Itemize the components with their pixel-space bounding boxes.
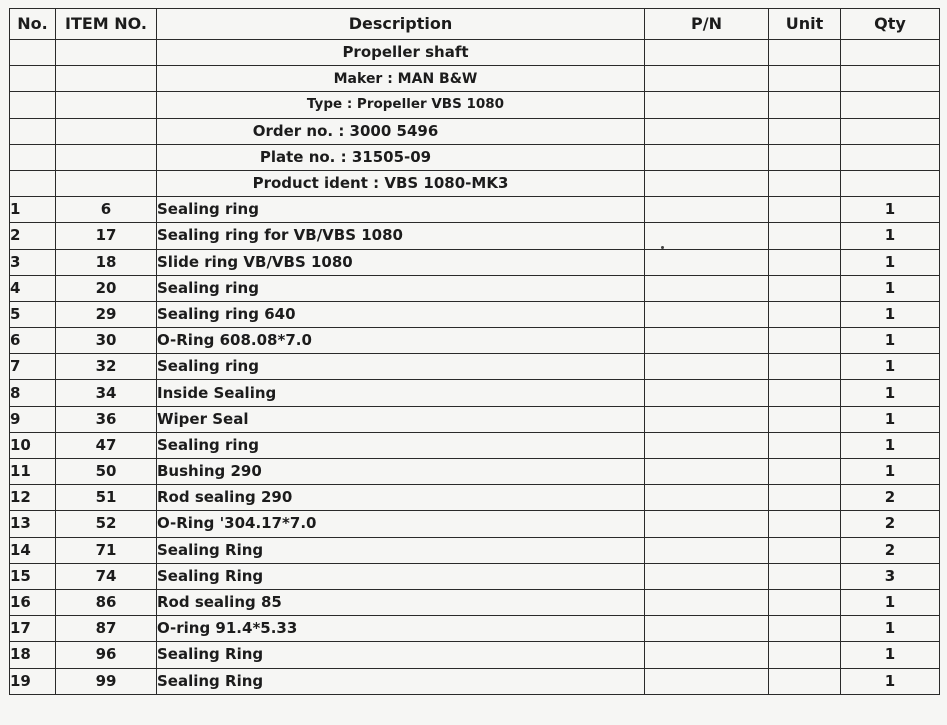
cell-description: O-ring 91.4*5.33: [157, 616, 645, 642]
table-row: [10, 197, 940, 223]
cell-unit-empty: [769, 66, 841, 92]
cell-pn: [645, 432, 769, 458]
cell-description: O-Ring '304.17*7.0: [157, 511, 645, 537]
table-row: [10, 485, 940, 511]
cell-description: Sealing ring: [157, 354, 645, 380]
cell-item-no: 36: [56, 406, 157, 432]
header-description: Description: [157, 9, 645, 40]
cell-pn: [645, 459, 769, 485]
cell-unit: [769, 485, 841, 511]
cell-pn: [645, 589, 769, 615]
cell-qty-empty: [841, 66, 940, 92]
cell-item-empty: [56, 170, 157, 196]
table-row: [10, 589, 940, 615]
info-row: [10, 66, 940, 92]
cell-no: 5: [10, 301, 56, 327]
cell-qty-empty: [841, 92, 940, 118]
cell-unit: [769, 616, 841, 642]
cell-item-no: 47: [56, 432, 157, 458]
cell-qty: 3: [841, 563, 940, 589]
cell-no: 14: [10, 537, 56, 563]
cell-pn: [645, 642, 769, 668]
cell-pn: [645, 354, 769, 380]
cell-unit: [769, 301, 841, 327]
cell-no-empty: [10, 170, 56, 196]
cell-description: Wiper Seal: [157, 406, 645, 432]
cell-pn: [645, 249, 769, 275]
cell-description: Sealing ring: [157, 432, 645, 458]
cell-qty-empty: [841, 40, 940, 66]
cell-item-no: 30: [56, 328, 157, 354]
cell-no: 1: [10, 197, 56, 223]
cell-pn: [645, 275, 769, 301]
cell-unit: [769, 563, 841, 589]
cell-no: 10: [10, 432, 56, 458]
cell-item-no: 71: [56, 537, 157, 563]
cell-description: Rod sealing 290: [157, 485, 645, 511]
cell-item-no: 20: [56, 275, 157, 301]
cell-item-no: 6: [56, 197, 157, 223]
cell-unit: [769, 380, 841, 406]
cell-description: Sealing Ring: [157, 642, 645, 668]
cell-description: Inside Sealing: [157, 380, 645, 406]
cell-unit: [769, 354, 841, 380]
cell-qty: 1: [841, 380, 940, 406]
cell-item-no: 18: [56, 249, 157, 275]
cell-qty: 1: [841, 197, 940, 223]
cell-qty: 1: [841, 328, 940, 354]
info-line: Product ident : VBS 1080-MK3: [157, 170, 645, 196]
header-item-no: ITEM NO.: [56, 9, 157, 40]
table-row: [10, 223, 940, 249]
cell-unit: [769, 511, 841, 537]
cell-qty: 2: [841, 537, 940, 563]
cell-item-no: 34: [56, 380, 157, 406]
table-row: [10, 301, 940, 327]
cell-pn: [645, 485, 769, 511]
header-no: No.: [10, 9, 56, 40]
table-body: [10, 40, 940, 695]
cell-qty: 1: [841, 642, 940, 668]
parts-table: [9, 8, 940, 695]
info-row: [10, 40, 940, 66]
cell-no: 18: [10, 642, 56, 668]
cell-pn: [645, 380, 769, 406]
cell-item-no: 32: [56, 354, 157, 380]
cell-qty-empty: [841, 118, 940, 144]
header-qty: Qty: [841, 9, 940, 40]
cell-description: Sealing ring 640: [157, 301, 645, 327]
table-row: [10, 511, 940, 537]
cell-no: 7: [10, 354, 56, 380]
cell-no: 8: [10, 380, 56, 406]
cell-unit: [769, 223, 841, 249]
cell-unit: [769, 668, 841, 694]
cell-item-no: 86: [56, 589, 157, 615]
table-row: [10, 563, 940, 589]
cell-description: Sealing Ring: [157, 537, 645, 563]
cell-unit: [769, 328, 841, 354]
cell-no: 2: [10, 223, 56, 249]
cell-unit-empty: [769, 170, 841, 196]
cell-item-no: 99: [56, 668, 157, 694]
header-unit: Unit: [769, 9, 841, 40]
cell-unit: [769, 275, 841, 301]
cell-description: Bushing 290: [157, 459, 645, 485]
table-row: [10, 380, 940, 406]
cell-qty: 1: [841, 249, 940, 275]
table-row: [10, 328, 940, 354]
cell-item-empty: [56, 40, 157, 66]
cell-unit: [769, 432, 841, 458]
cell-qty: 1: [841, 275, 940, 301]
cell-item-empty: [56, 118, 157, 144]
cell-no-empty: [10, 92, 56, 118]
cell-no: 13: [10, 511, 56, 537]
info-line: Type : Propeller VBS 1080: [157, 92, 645, 118]
cell-item-no: 29: [56, 301, 157, 327]
cell-pn: [645, 511, 769, 537]
table-row: [10, 642, 940, 668]
cell-qty: 1: [841, 459, 940, 485]
cell-pn: [645, 616, 769, 642]
cell-no: 4: [10, 275, 56, 301]
info-line: Maker : MAN B&W: [157, 66, 645, 92]
cell-pn: [645, 328, 769, 354]
cell-description: Sealing Ring: [157, 563, 645, 589]
cell-unit: [769, 589, 841, 615]
cell-pn: [645, 301, 769, 327]
cell-pn-empty: [645, 170, 769, 196]
cell-item-no: 52: [56, 511, 157, 537]
info-row: [10, 144, 940, 170]
table-header-row: [10, 9, 940, 40]
cell-no: 9: [10, 406, 56, 432]
scan-speck: [661, 246, 664, 249]
cell-no: 16: [10, 589, 56, 615]
cell-unit-empty: [769, 92, 841, 118]
cell-unit: [769, 249, 841, 275]
cell-item-no: 96: [56, 642, 157, 668]
cell-no: 19: [10, 668, 56, 694]
cell-qty: 1: [841, 223, 940, 249]
cell-unit: [769, 642, 841, 668]
cell-item-no: 17: [56, 223, 157, 249]
cell-pn: [645, 197, 769, 223]
cell-description: O-Ring 608.08*7.0: [157, 328, 645, 354]
cell-no: 12: [10, 485, 56, 511]
cell-pn: [645, 537, 769, 563]
cell-no-empty: [10, 144, 56, 170]
cell-qty: 1: [841, 406, 940, 432]
cell-item-empty: [56, 144, 157, 170]
cell-qty: 1: [841, 589, 940, 615]
cell-description: Sealing Ring: [157, 668, 645, 694]
cell-item-no: 51: [56, 485, 157, 511]
info-line: Order no. : 3000 5496: [157, 118, 645, 144]
table-row: [10, 249, 940, 275]
table-row: [10, 406, 940, 432]
cell-description: Rod sealing 85: [157, 589, 645, 615]
info-line: Propeller shaft: [157, 40, 645, 66]
cell-description: Sealing ring: [157, 197, 645, 223]
cell-description: Sealing ring: [157, 275, 645, 301]
header-pn: P/N: [645, 9, 769, 40]
cell-qty: 1: [841, 432, 940, 458]
cell-pn-empty: [645, 40, 769, 66]
cell-unit: [769, 459, 841, 485]
cell-pn-empty: [645, 92, 769, 118]
cell-description: Slide ring VB/VBS 1080: [157, 249, 645, 275]
cell-unit: [769, 197, 841, 223]
cell-pn: [645, 668, 769, 694]
cell-qty: 2: [841, 485, 940, 511]
cell-unit-empty: [769, 40, 841, 66]
info-line: Plate no. : 31505-09: [157, 144, 645, 170]
cell-pn-empty: [645, 66, 769, 92]
cell-qty: 1: [841, 668, 940, 694]
cell-no: 15: [10, 563, 56, 589]
cell-pn: [645, 223, 769, 249]
cell-qty: 1: [841, 616, 940, 642]
cell-qty-empty: [841, 144, 940, 170]
cell-pn-empty: [645, 144, 769, 170]
cell-no-empty: [10, 118, 56, 144]
cell-no: 11: [10, 459, 56, 485]
cell-qty: 1: [841, 301, 940, 327]
cell-item-empty: [56, 66, 157, 92]
table-row: [10, 616, 940, 642]
cell-unit: [769, 537, 841, 563]
cell-pn: [645, 406, 769, 432]
cell-pn: [645, 563, 769, 589]
info-row: [10, 92, 940, 118]
cell-qty: 2: [841, 511, 940, 537]
table-row: [10, 275, 940, 301]
cell-item-no: 50: [56, 459, 157, 485]
table-row: [10, 459, 940, 485]
cell-pn-empty: [645, 118, 769, 144]
cell-item-empty: [56, 92, 157, 118]
cell-no: 3: [10, 249, 56, 275]
cell-item-no: 87: [56, 616, 157, 642]
cell-qty-empty: [841, 170, 940, 196]
table-row: [10, 537, 940, 563]
cell-qty: 1: [841, 354, 940, 380]
cell-unit: [769, 406, 841, 432]
cell-unit-empty: [769, 118, 841, 144]
info-row: [10, 170, 940, 196]
info-row: [10, 118, 940, 144]
cell-unit-empty: [769, 144, 841, 170]
cell-no-empty: [10, 66, 56, 92]
cell-description: Sealing ring for VB/VBS 1080: [157, 223, 645, 249]
cell-item-no: 74: [56, 563, 157, 589]
table-row: [10, 354, 940, 380]
cell-no: 6: [10, 328, 56, 354]
table-row: [10, 432, 940, 458]
cell-no: 17: [10, 616, 56, 642]
cell-no-empty: [10, 40, 56, 66]
table-row: [10, 668, 940, 694]
